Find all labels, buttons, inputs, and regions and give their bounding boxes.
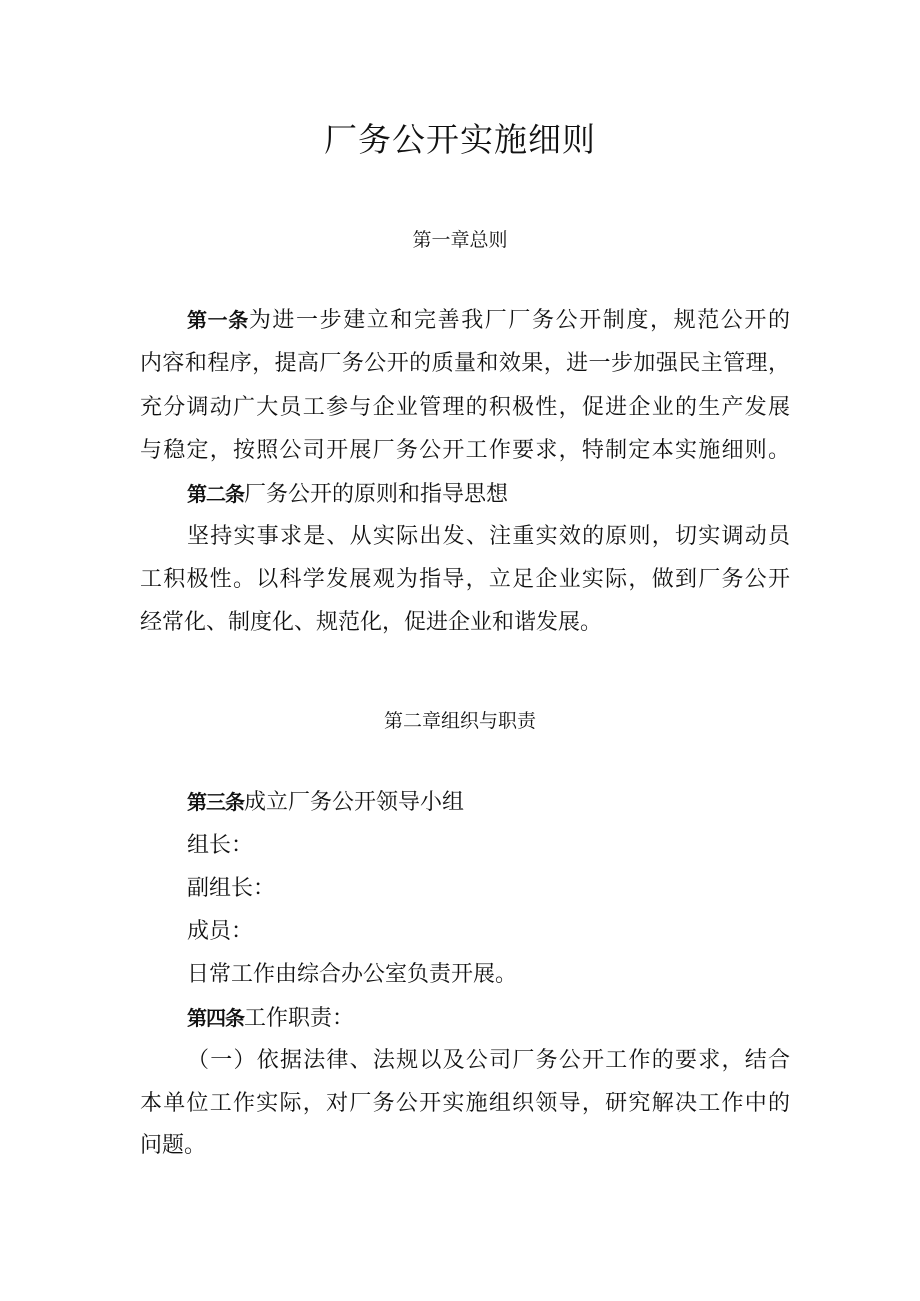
article-2-line-1: 坚持实事求是、从实际出发、注重实效的原则，切实调动员: [187, 524, 790, 549]
article-1-line-1: [187, 305, 790, 336]
article-2-label: 第二条: [187, 482, 244, 506]
group-leader-item: 组长：: [187, 833, 254, 858]
article-1-label: 第一条: [187, 308, 249, 332]
chapter-2-heading: 第二章组织与职责: [383, 710, 536, 732]
article-4-line-2: 本单位工作实际，对厂务公开实施组织领导，研究解决工作中的: [140, 1091, 790, 1116]
article-4-line-1: （一）依据法律、法规以及公司厂务公开工作的要求，结合: [187, 1048, 790, 1073]
daily-work-item: 日常工作由综合办公室负责开展。: [187, 962, 518, 987]
article-1-text: 为进一步建立和完善我厂厂务公开制度，规范公开的: [248, 308, 791, 333]
article-1-line-2: 内容和程序，提高厂务公开的质量和效果，进一步加强民主管理，: [140, 351, 790, 376]
document-title: 厂务公开实施细则: [324, 120, 596, 159]
article-1-line-3: 充分调动广大员工参与企业管理的积极性，促进企业的生产发展: [140, 395, 790, 420]
article-2-title: 厂务公开的原则和指导思想: [244, 482, 509, 507]
article-3-label: 第三条: [187, 790, 244, 814]
article-2-heading: [187, 479, 790, 510]
article-3-title: 成立厂务公开领导小组: [244, 790, 465, 815]
deputy-leader-item: 副组长：: [187, 876, 276, 901]
article-2-line-3: 经常化、制度化、规范化，促进企业和谐发展。: [140, 610, 603, 635]
article-3-heading: [187, 787, 790, 818]
article-4-heading: [187, 1003, 790, 1034]
members-item: 成员：: [187, 919, 254, 944]
article-1-line-4: 与稳定，按照公司开展厂务公开工作要求，特制定本实施细则。: [140, 438, 790, 463]
chapter-1-heading: 第一章总则: [412, 229, 508, 251]
article-4-title: 工作职责：: [244, 1006, 355, 1031]
article-2-line-2: 工积极性。以科学发展观为指导，立足企业实际，做到厂务公开: [140, 567, 790, 592]
article-4-label: 第四条: [187, 1006, 244, 1030]
article-4-line-3: 问题。: [140, 1133, 207, 1158]
